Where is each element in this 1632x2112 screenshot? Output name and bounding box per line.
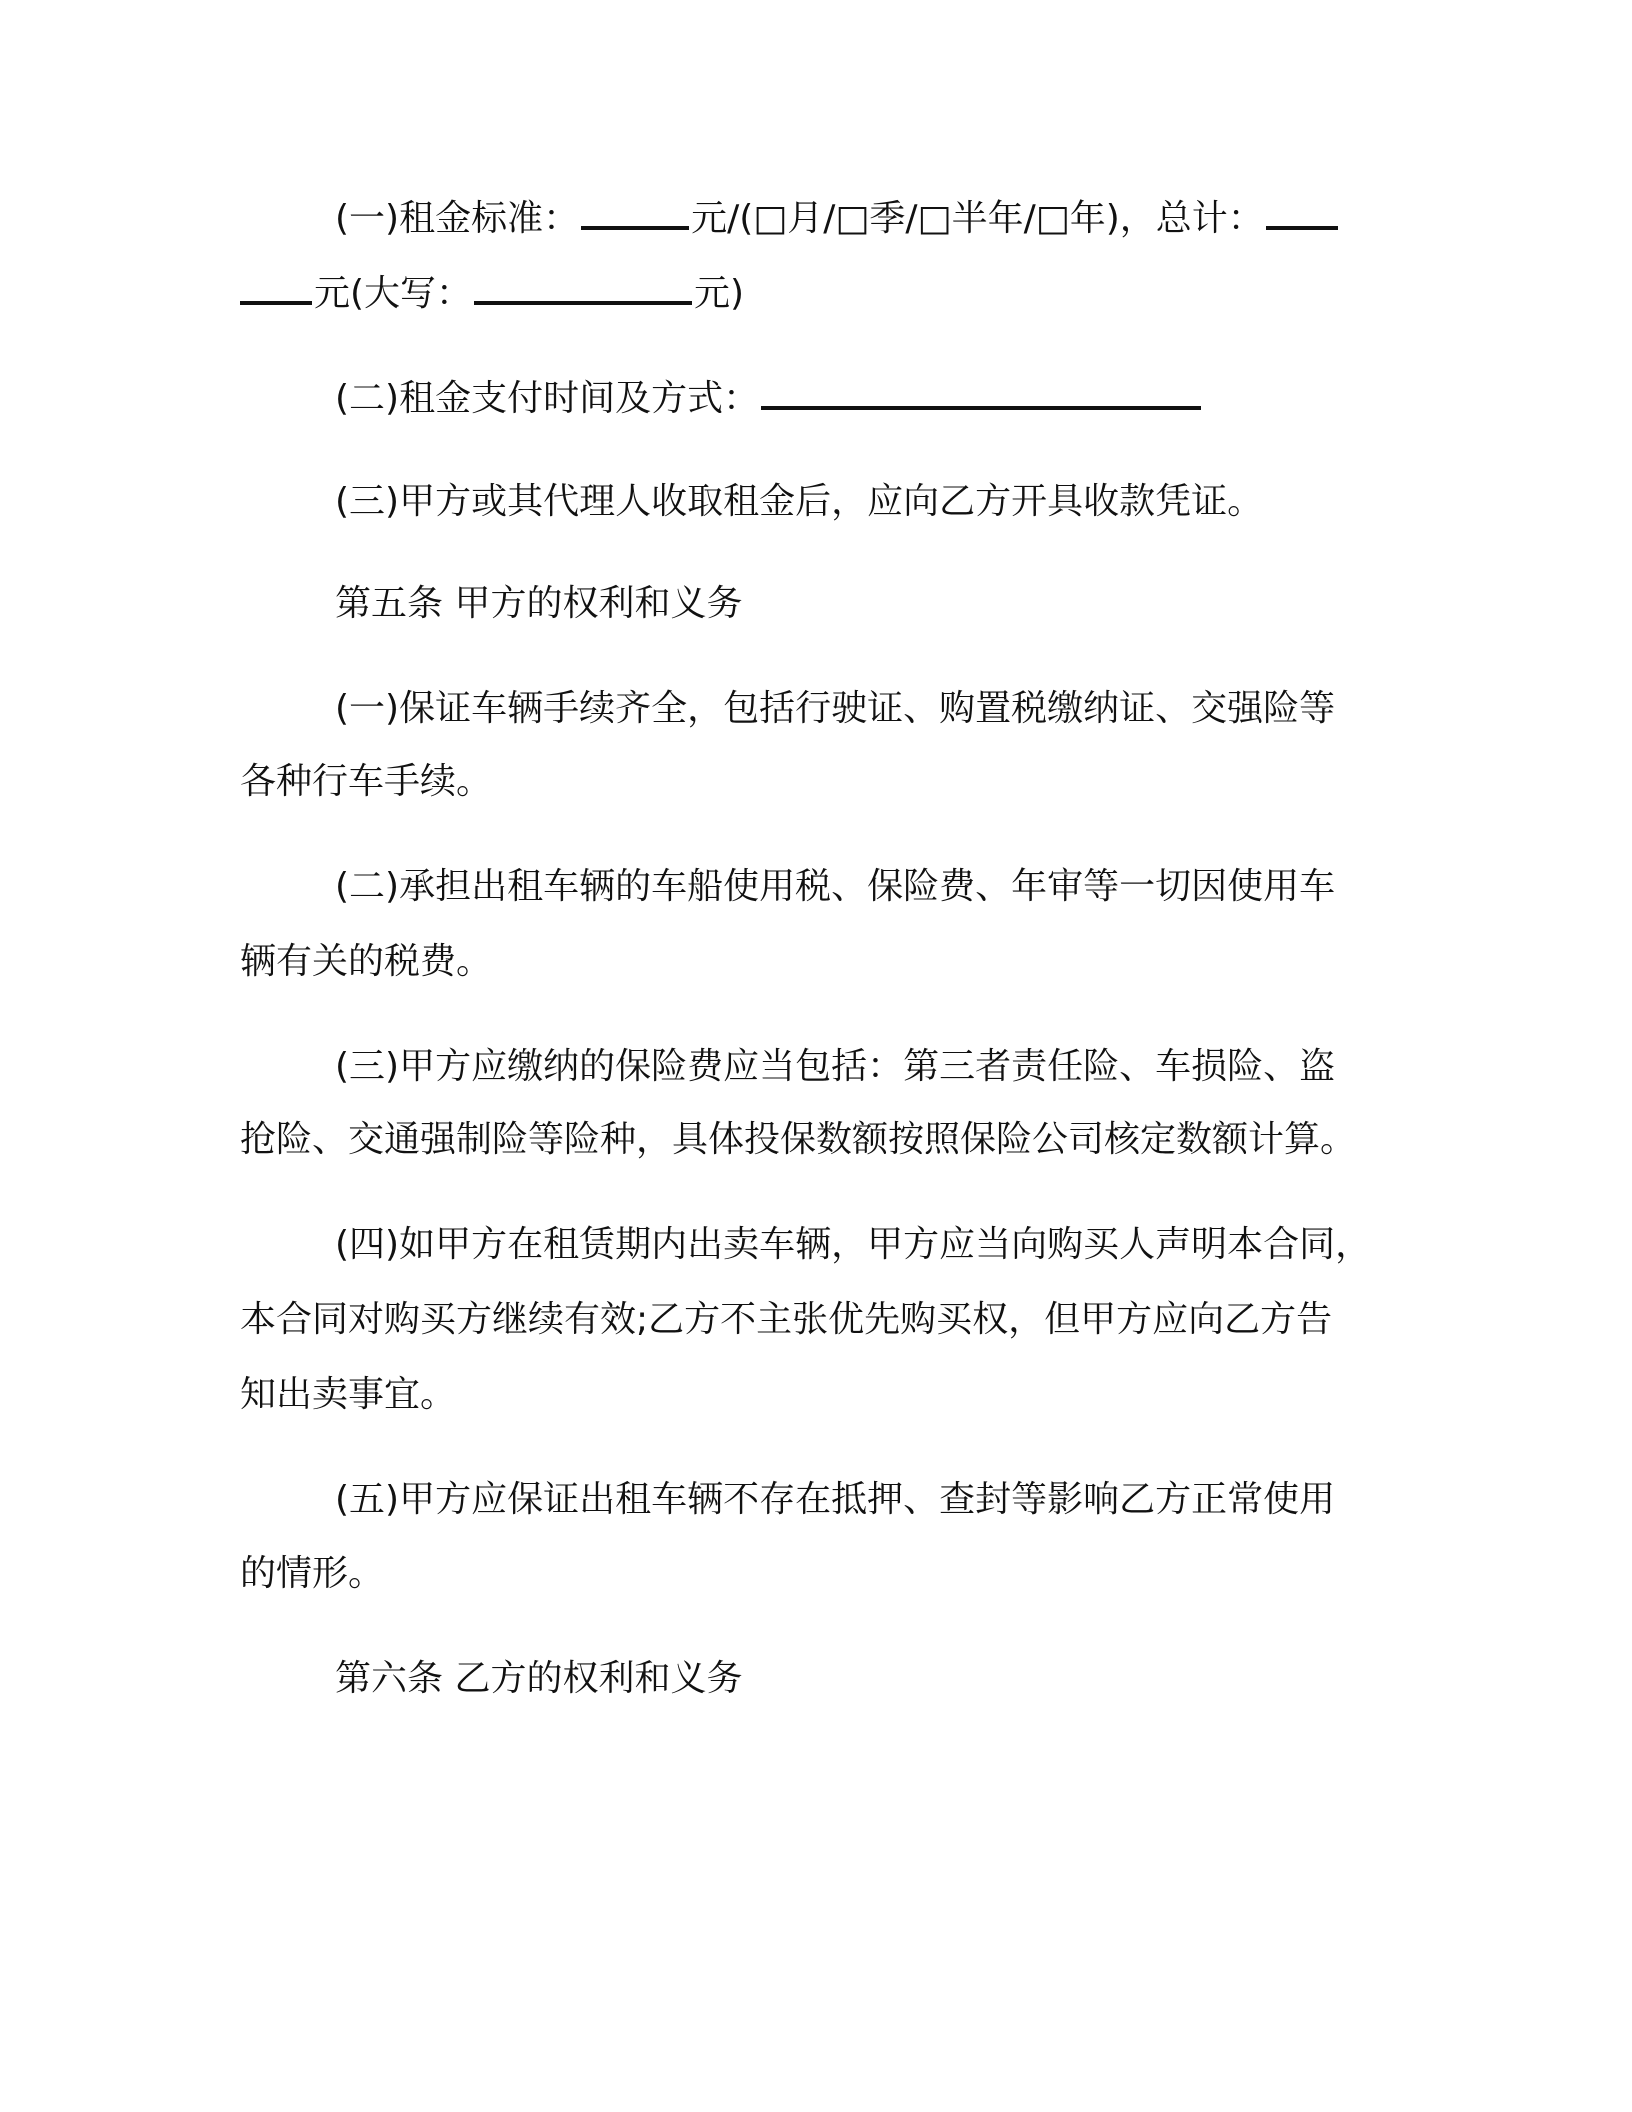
payment-label: (二)租金支付时间及方式： [335, 378, 760, 419]
capital-amount-blank [474, 271, 692, 305]
rent-amount-blank [581, 196, 689, 230]
article-5-item-4-text-3: 知出卖事宜。 [240, 1374, 457, 1415]
payment-line [335, 375, 1203, 423]
receipt-line [335, 478, 1263, 526]
article-5-item-4-text-2: 本合同对购买方继续有效;乙方不主张优先购买权，但甲方应向乙方告 [240, 1299, 1333, 1340]
article-5-item-2-line-1 [335, 863, 1335, 911]
article-5-item-2-text-1: (二)承担出租车辆的车船使用税、保险费、年审等一切因使用车 [335, 866, 1336, 907]
article-5-item-3-text-1: (三)甲方应缴纳的保险费应当包括：第三者责任险、车损险、盗 [335, 1046, 1336, 1087]
article-5-item-1-text-1: (一)保证车辆手续齐全，包括行驶证、购置税缴纳证、交强险等 [335, 688, 1336, 729]
article-5-item-5-line-1 [335, 1476, 1335, 1524]
article-5-title [335, 580, 742, 628]
article-5-item-1-line-1 [335, 685, 1335, 733]
article-5-item-5-line-2 [240, 1550, 384, 1598]
rent-standard-line-2 [240, 270, 744, 318]
article-5-item-1-text-2: 各种行车手续。 [240, 761, 493, 802]
article-5-item-3-text-2: 抢险、交通强制险等险种，具体投保数额按照保险公司核定数额计算。 [240, 1119, 1357, 1160]
rent-standard-label: (一)租金标准： [335, 198, 580, 239]
payment-blank [761, 376, 1201, 410]
article-5-item-3-line-2 [240, 1116, 1356, 1164]
total-amount-blank-part1 [1266, 196, 1338, 230]
article-5-item-5-text-2: 的情形。 [240, 1553, 385, 1594]
article-6-title-text: 第六条 乙方的权利和义务 [335, 1658, 743, 1699]
total-amount-blank-part2 [240, 271, 312, 305]
article-5-item-4-line-3 [240, 1371, 456, 1419]
article-5-item-4-text-1: (四)如甲方在租赁期内出卖车辆，甲方应当向购买人声明本合同， [335, 1224, 1372, 1265]
article-5-item-2-text-2: 辆有关的税费。 [240, 941, 493, 982]
article-5-item-5-text-1: (五)甲方应保证出租车辆不存在抵押、查封等影响乙方正常使用 [335, 1479, 1336, 1520]
article-5-item-2-line-2 [240, 938, 492, 986]
article-5-title-text: 第五条 甲方的权利和义务 [335, 583, 743, 624]
capital-amount-unit: 元) [694, 273, 745, 314]
rent-standard-line-1 [335, 195, 1340, 243]
rent-period-options: 元/(□月/□季/□半年/□年)，总计： [691, 198, 1264, 239]
article-5-item-4-line-1 [335, 1221, 1371, 1269]
article-5-item-3-line-1 [335, 1043, 1335, 1091]
receipt-text: (三)甲方或其代理人收取租金后，应向乙方开具收款凭证。 [335, 481, 1264, 522]
article-5-item-4-line-2 [240, 1296, 1332, 1344]
article-5-item-1-line-2 [240, 758, 492, 806]
capital-amount-label: 元(大写： [314, 273, 473, 314]
article-6-title [335, 1655, 742, 1703]
